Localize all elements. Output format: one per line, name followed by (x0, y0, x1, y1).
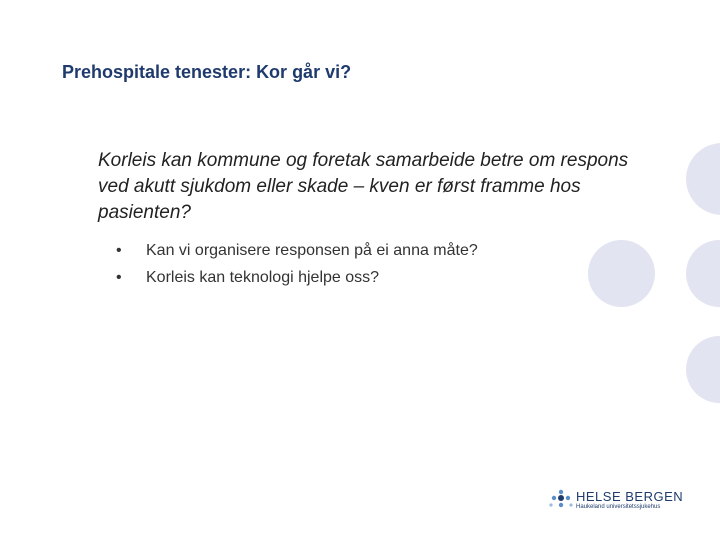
helse-bergen-logo (548, 488, 684, 516)
bullet-text: Kan vi organisere responsen på ei anna måte? (146, 242, 478, 259)
bullet-list (114, 237, 478, 291)
slide-title: Prehospitale tenester: Kor går vi? (62, 62, 352, 82)
bullet-icon: • (116, 242, 122, 259)
bullet-icon: • (116, 269, 122, 286)
decor-circle (588, 240, 655, 307)
list-item (114, 264, 478, 291)
logo-subtitle: Haukeland universitetssjukehus (576, 504, 661, 510)
list-item (114, 237, 478, 264)
decor-circle (686, 336, 720, 403)
decor-circle (686, 240, 720, 307)
logo-name: HELSE BERGEN (576, 489, 684, 504)
bullet-text: Korleis kan teknologi hjelpe oss? (146, 269, 380, 286)
logo-dots-icon (548, 488, 574, 514)
main-question: Korleis kan kommune og foretak samarbeide betre om respons ved akutt sjukdom eller skade – kven er først framme hos pasienten? (98, 150, 629, 223)
decor-circle (686, 143, 720, 215)
